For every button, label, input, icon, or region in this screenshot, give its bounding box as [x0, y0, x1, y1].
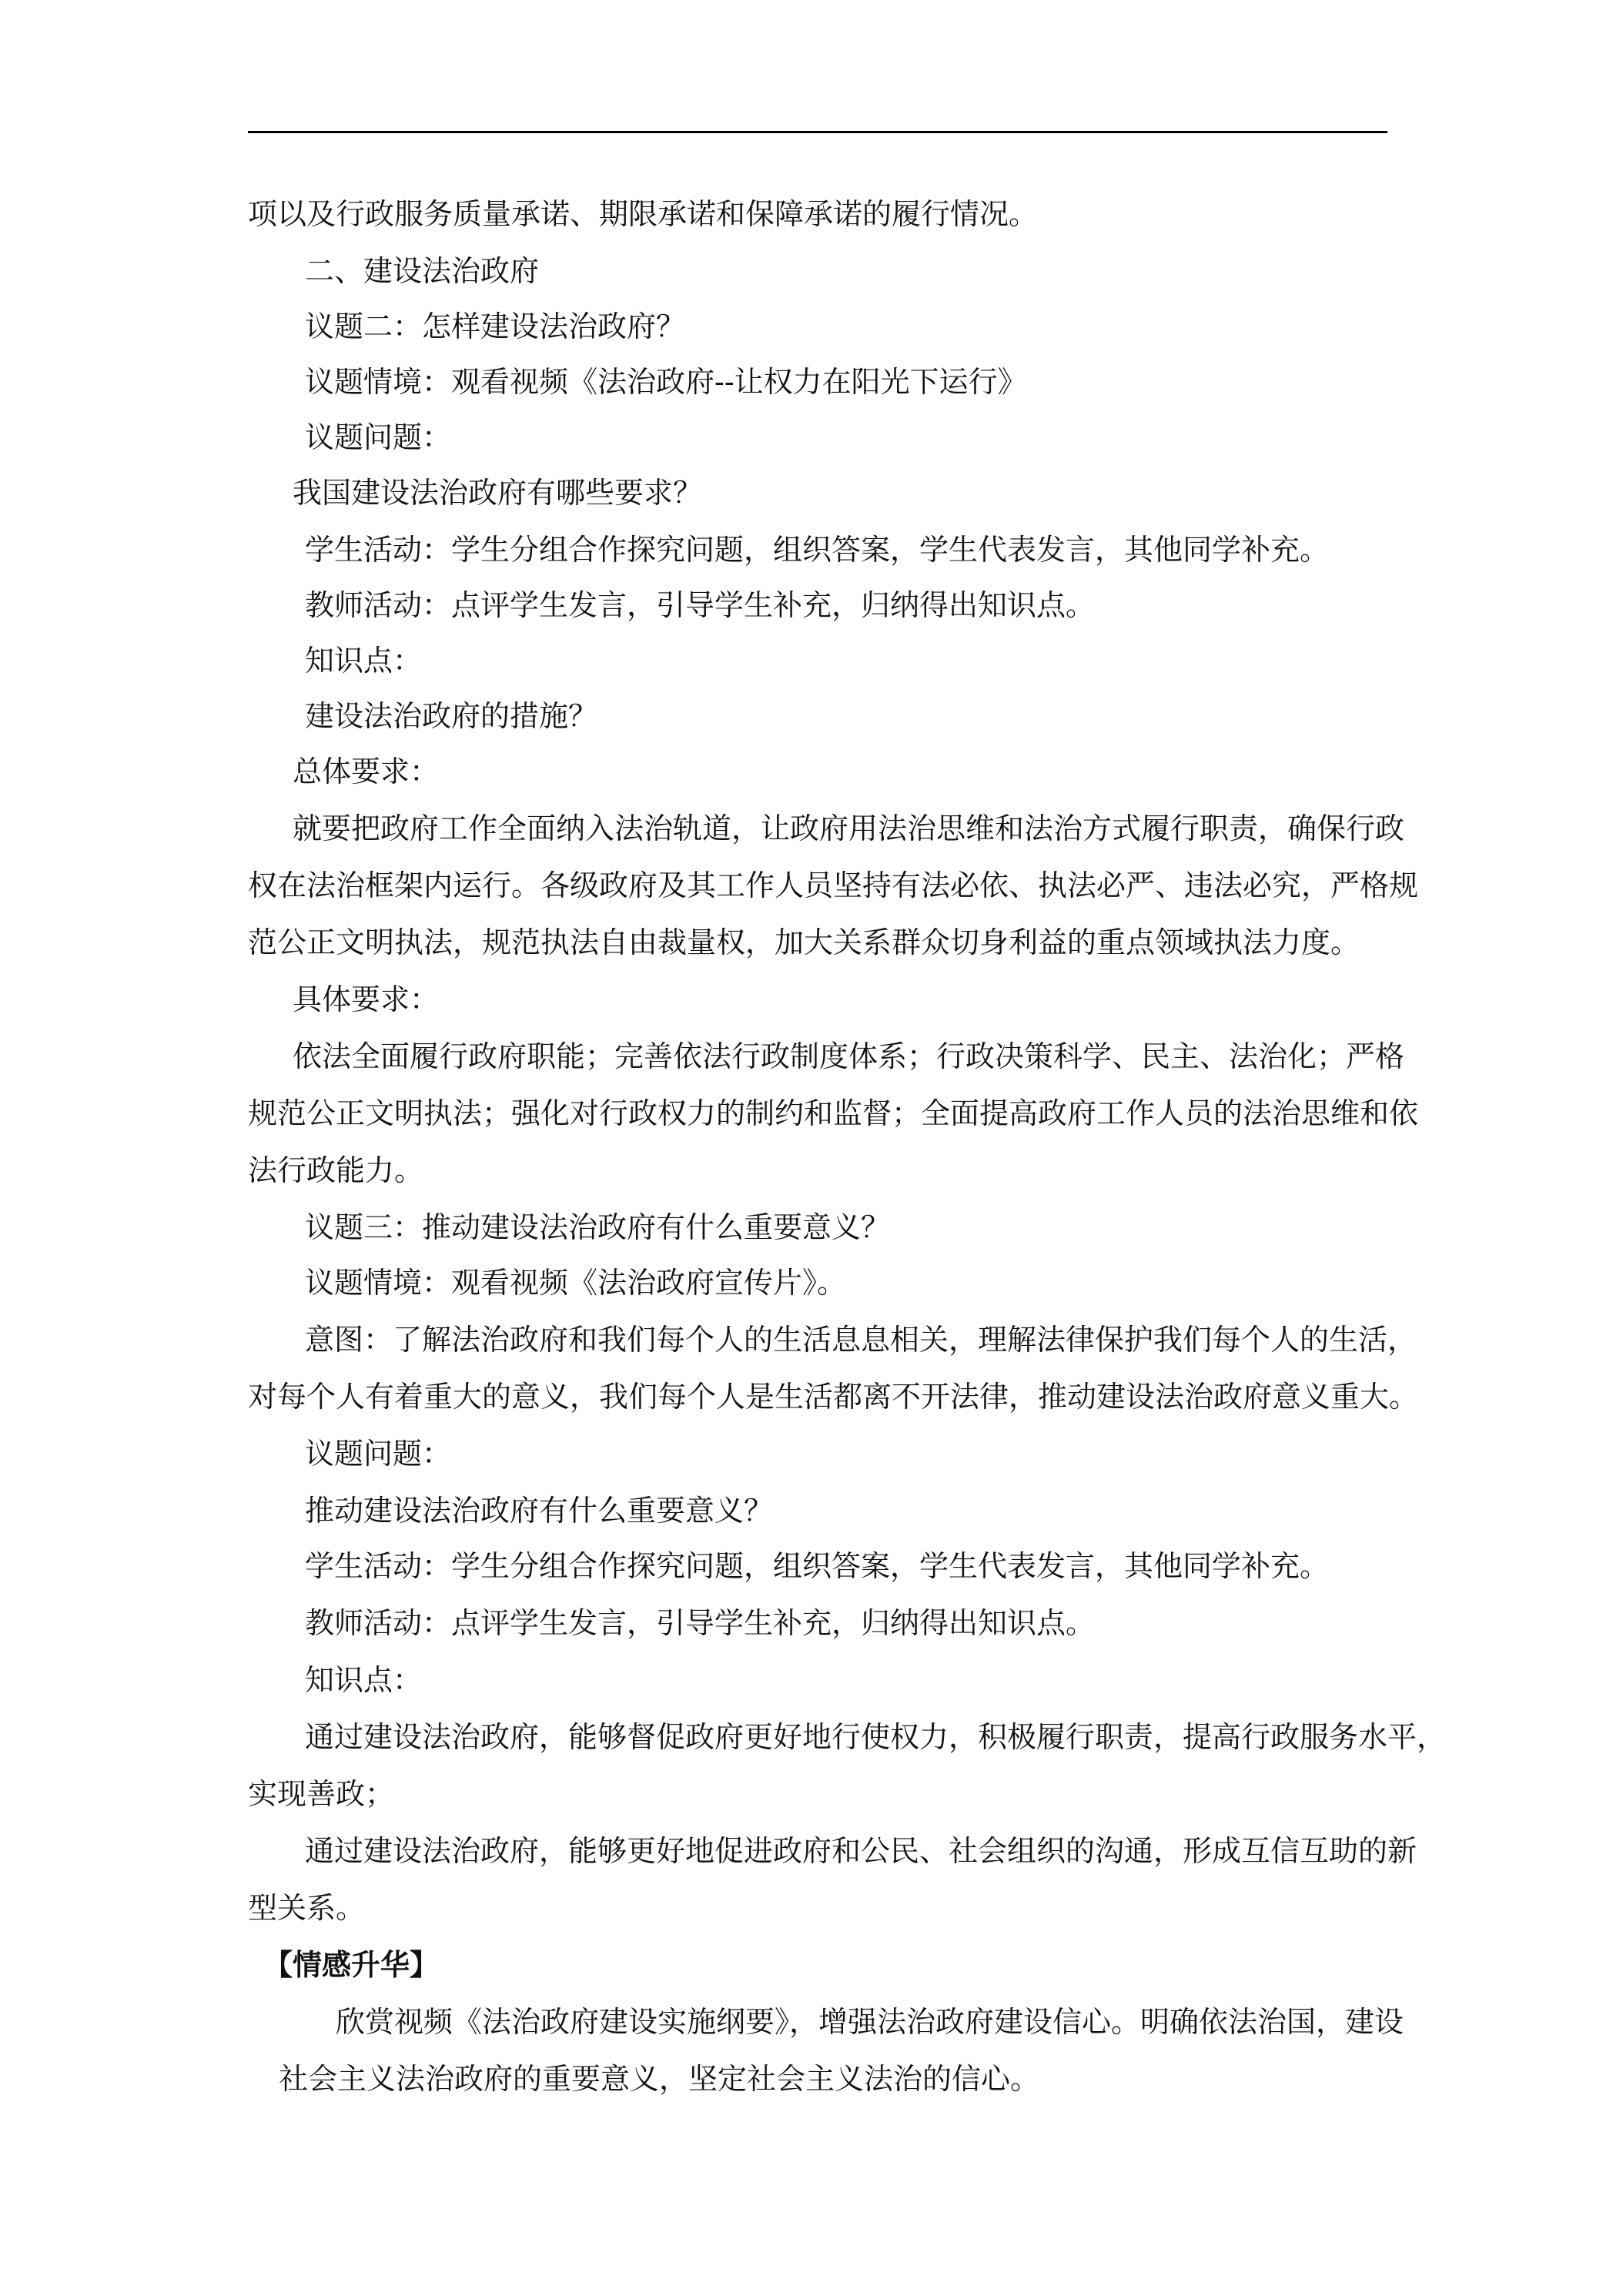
text-line: 议题情境：观看视频《法治政府--让权力在阳光下运行》: [305, 365, 1027, 399]
text-line: 学生活动：学生分组合作探究问题，组织答案，学生代表发言，其他同学补充。: [305, 533, 1330, 567]
text-line: 总体要求：: [293, 755, 440, 788]
text-line: 实现善政；: [248, 1777, 395, 1811]
text-line: 规范公正文明执法；强化对行政权力的制约和监督；全面提高政府工作人员的法治思维和依: [248, 1096, 1419, 1130]
text-line: 通过建设法治政府，能够督促政府更好地行使权力，积极履行职责，提高行政服务水平，: [305, 1720, 1447, 1754]
text-line: 权在法治框架内运行。各级政府及其工作人员坚持有法必依、执法必严、违法必究，严格规: [248, 869, 1419, 902]
text-line: 议题问题：: [305, 1437, 452, 1471]
text-line: 议题问题：: [305, 420, 452, 454]
section-heading-bold: 【情感升华】: [263, 1947, 440, 1982]
text-line: 教师活动：点评学生发言，引导学生补充，归纳得出知识点。: [305, 1606, 1096, 1640]
text-line: 对每个人有着重大的意义，我们每个人是生活都离不开法律，推动建设法治政府意义重大。: [248, 1380, 1419, 1414]
text-line: 学生活动：学生分组合作探究问题，组织答案，学生代表发言，其他同学补充。: [305, 1549, 1330, 1583]
text-line: 就要把政府工作全面纳入法治轨道，让政府用法治思维和法治方式履行职责，确保行政: [293, 812, 1405, 845]
topic-title: 议题三：推动建设法治政府有什么重要意义？: [305, 1210, 891, 1244]
text-line: 欣赏视频《法治政府建设实施纲要》，增强法治政府建设信心。明确依法治国，建设: [336, 2005, 1404, 2039]
text-line: 我国建设法治政府有哪些要求？: [293, 476, 703, 510]
text-line: 建设法治政府的措施？: [305, 699, 598, 733]
text-line: 社会主义法治政府的重要意义，坚定社会主义法治的信心。: [279, 2062, 1040, 2096]
text-line: 依法全面履行政府职能；完善依法行政制度体系；行政决策科学、民主、法治化；严格: [293, 1039, 1405, 1073]
header-rule: [248, 131, 1387, 133]
text-line: 知识点：: [305, 644, 423, 678]
text-line: 议题情境：观看视频《法治政府宣传片》。: [305, 1266, 847, 1300]
text-line: 通过建设法治政府，能够更好地促进政府和公民、社会组织的沟通，形成互信互助的新: [305, 1834, 1417, 1868]
text-line: 法行政能力。: [248, 1153, 424, 1187]
section-heading: 二、建设法治政府: [305, 254, 540, 288]
text-line: 教师活动：点评学生发言，引导学生补充，归纳得出知识点。: [305, 588, 1096, 622]
text-line: 推动建设法治政府有什么重要意义？: [305, 1494, 774, 1528]
text-line: 型关系。: [248, 1891, 366, 1925]
text-line: 知识点：: [305, 1663, 423, 1697]
topic-title: 议题二：怎样建设法治政府？: [305, 310, 686, 343]
text-line: 范公正文明执法，规范执法自由裁量权，加大关系群众切身利益的重点领域执法力度。: [248, 925, 1360, 959]
text-line: 意图：了解法治政府和我们每个人的生活息息相关，理解法律保护我们每个人的生活，: [305, 1323, 1417, 1357]
text-line: 项以及行政服务质量承诺、期限承诺和保障承诺的履行情况。: [248, 197, 1039, 231]
text-line: 具体要求：: [293, 982, 440, 1016]
